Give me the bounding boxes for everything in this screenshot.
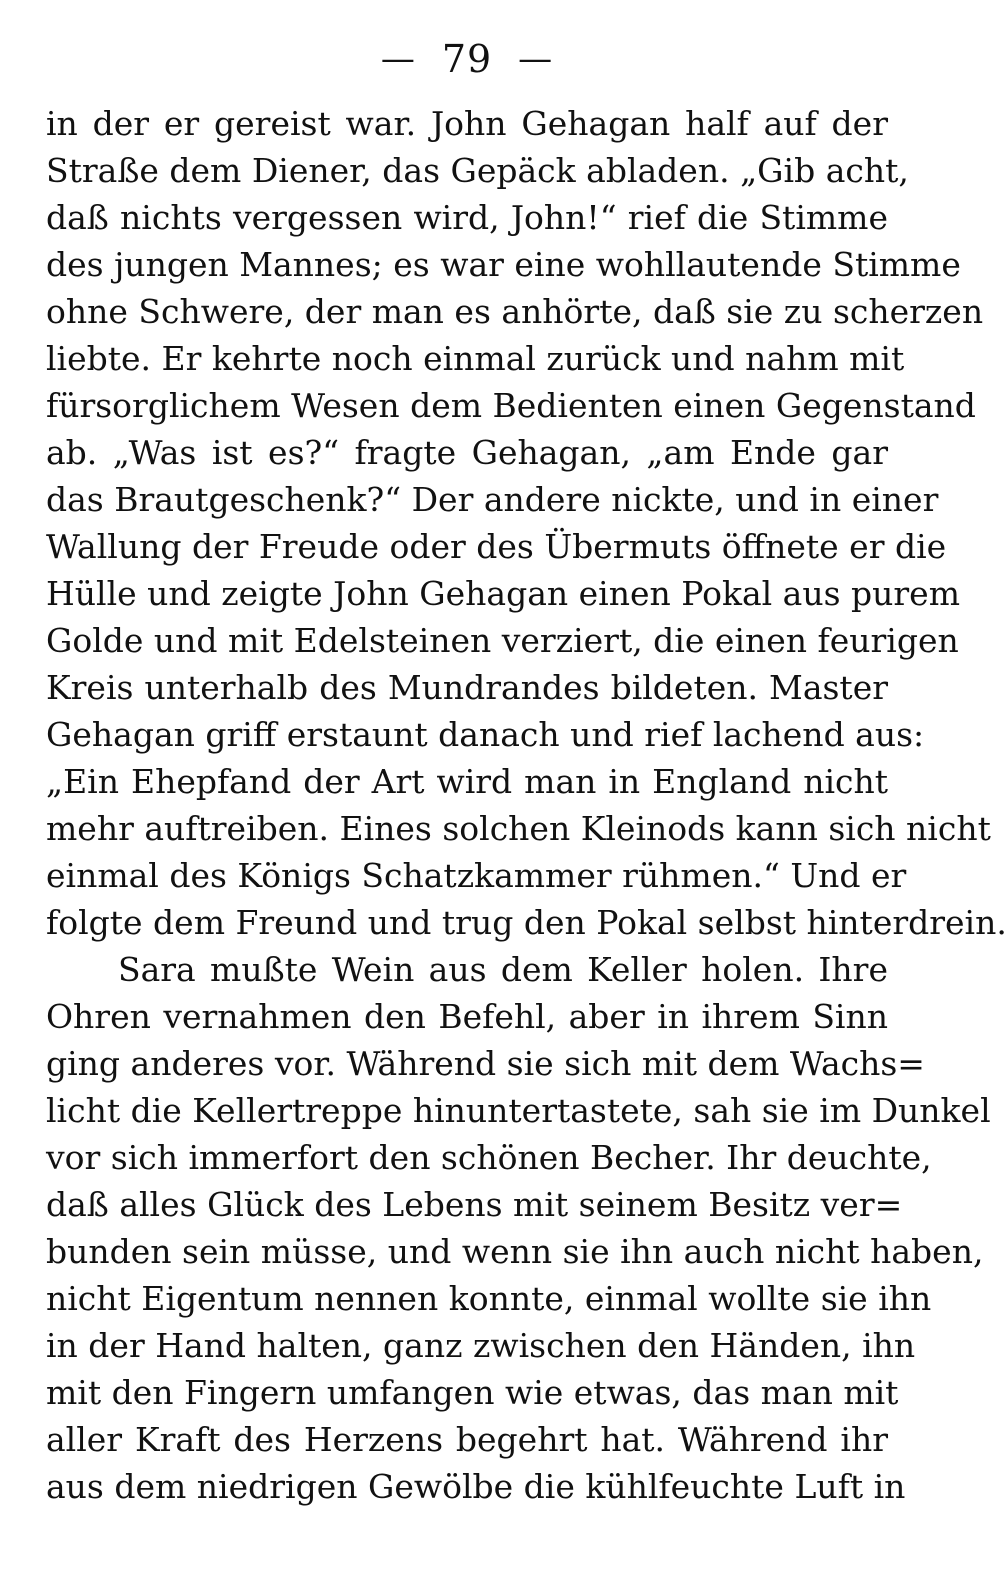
text-line: bunden sein müsse, und wenn sie ihn auch nicht haben, (46, 1232, 984, 1271)
text-line: daß alles Glück des Lebens mit seinem Besitz ver= (46, 1185, 903, 1224)
text-line: des jungen Mannes; es war eine wohllautende Stimme (46, 245, 961, 284)
text-line: in der Hand halten, ganz zwischen den Händen, ihn (46, 1326, 916, 1365)
text-line: aus dem niedrigen Gewölbe die kühlfeuchte Luft in (46, 1467, 906, 1506)
text-line: nicht Eigentum nennen konnte, einmal wollte sie ihn (46, 1279, 932, 1318)
text-line: mit den Fingern umfangen wie etwas, das man mit (46, 1373, 899, 1412)
text-line: ohne Schwere, der man es anhörte, daß sie zu scherzen (46, 292, 984, 331)
header-dash-right: — (518, 39, 554, 79)
text-line: fürsorglichem Wesen dem Bedienten einen Gegenstand (46, 386, 976, 425)
text-line: licht die Kellertreppe hinuntertastete, sah sie im Dunkel (46, 1091, 991, 1130)
text-line: daß nichts vergessen wird, John!“ rief die Stimme (46, 198, 888, 237)
text-line: Hülle und zeigte John Gehagan einen Pokal aus purem (46, 574, 960, 613)
page-header (46, 24, 888, 94)
text-line: Kreis unterhalb des Mundrandes bildeten. Master (46, 668, 888, 707)
text-line: ging anderes vor. Während sie sich mit dem Wachs= (46, 1044, 925, 1083)
text-line: aller Kraft des Herzens begehrt hat. Während ihr (46, 1420, 888, 1459)
book-page (46, 24, 1007, 1564)
text-line: liebte. Er kehrte noch einmal zurück und nahm mit (46, 339, 905, 378)
text-line: Straße dem Diener, das Gepäck abladen. „Gib acht, (46, 151, 909, 190)
text-line: das Brautgeschenk?“ Der andere nickte, und in einer (46, 480, 939, 519)
text-line: Ohren vernahmen den Befehl, aber in ihrem Sinn (46, 997, 888, 1036)
text-line: Golde und mit Edelsteinen verziert, die einen feurigen (46, 621, 959, 660)
text-line: Wallung der Freude oder des Übermuts öffnete er die (46, 527, 947, 566)
text-line: „Ein Ehepfand der Art wird man in England nicht (46, 762, 888, 801)
text-line: einmal des Königs Schatzkammer rühmen.“ Und er (46, 856, 907, 895)
body-text (46, 100, 1007, 1510)
text-line: Gehagan griff erstaunt danach und rief lachend aus: (46, 715, 925, 754)
text-line: ab. „Was ist es?“ fragte Gehagan, „am Ende gar (46, 433, 888, 472)
text-line: vor sich immerfort den schönen Becher. Ihr deuchte, (46, 1138, 932, 1177)
header-dash-left: — (380, 39, 416, 79)
text-line: in der er gereist war. John Gehagan half auf der (46, 104, 888, 143)
text-line: folgte dem Freund und trug den Pokal selbst hinterdrein. (46, 903, 1007, 942)
page-number: 79 (441, 37, 493, 81)
text-line: mehr auftreiben. Eines solchen Kleinods kann sich nicht (46, 809, 991, 848)
text-line: Sara mußte Wein aus dem Keller holen. Ihre (118, 950, 888, 989)
